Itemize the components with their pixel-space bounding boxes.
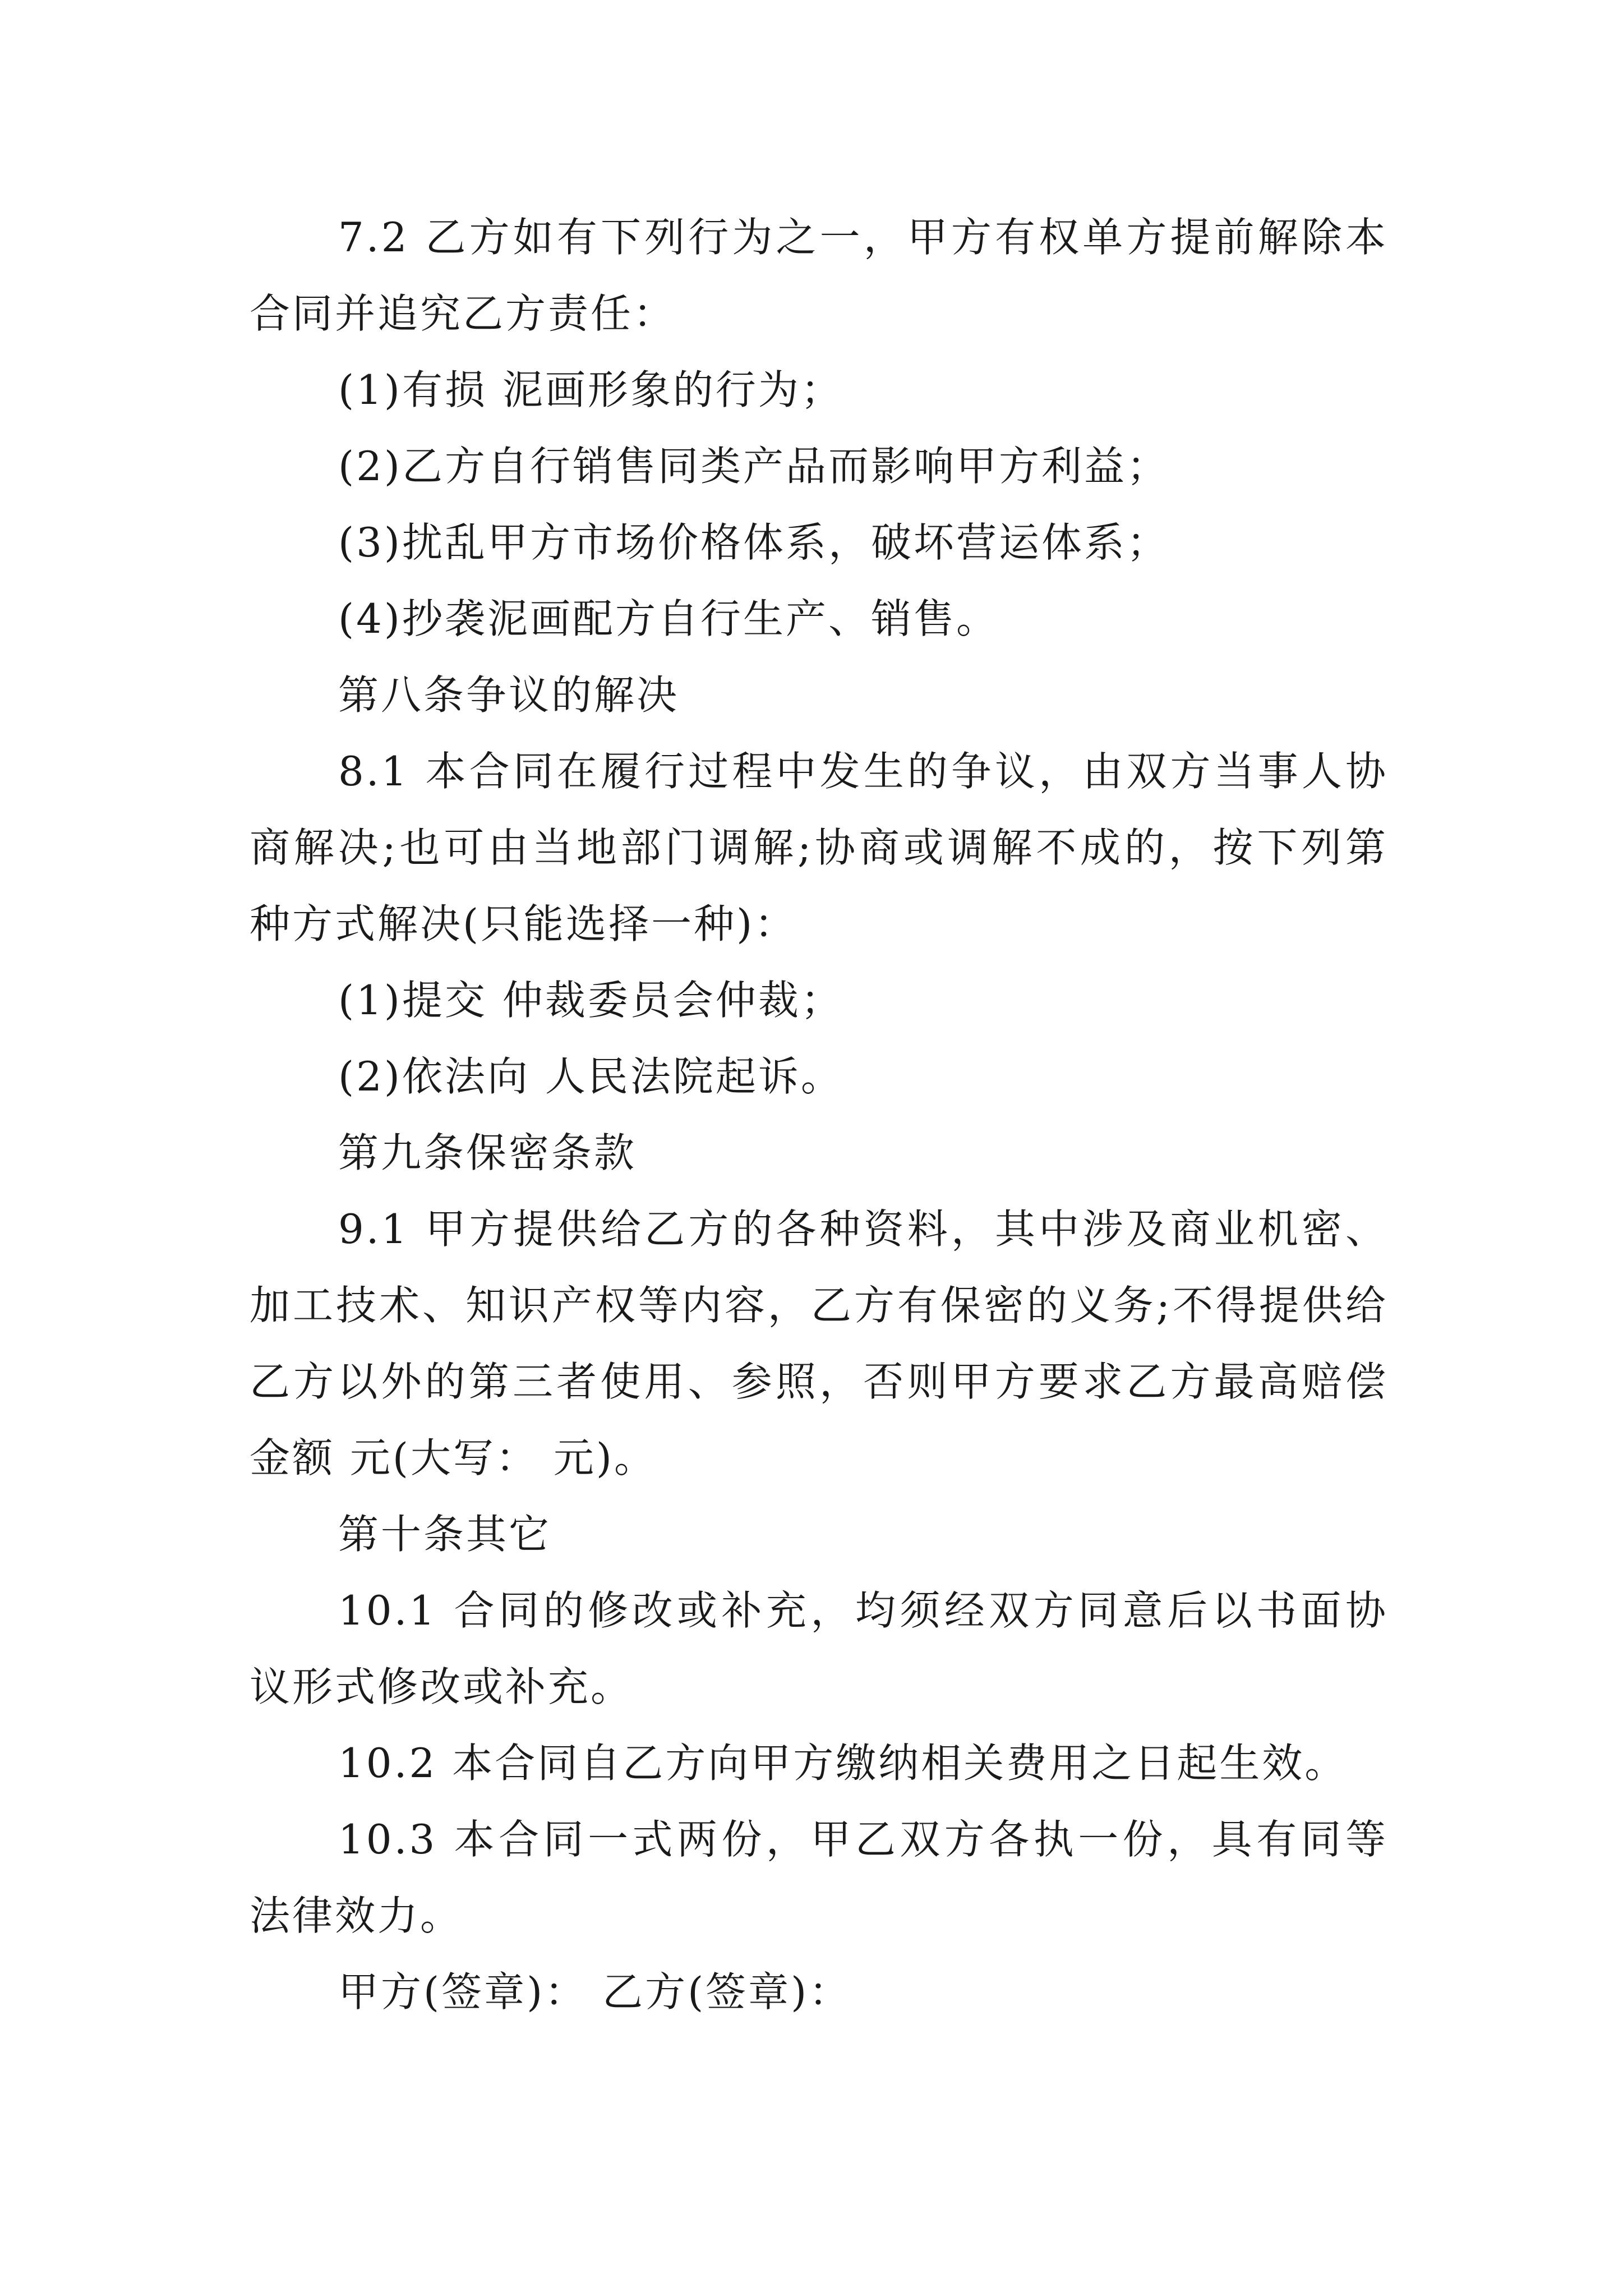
clause-7-2-item-4: (4)抄袭泥画配方自行生产、销售。	[338, 595, 999, 642]
clause-8-1-item-2: (2)依法向 人民法院起诉。	[338, 1053, 843, 1100]
clause-7-2: 7.2 乙方如有下列行为之一，甲方有权单方提前解除本合同并追究乙方责任：	[250, 214, 1388, 337]
article-9-heading: 第九条保密条款	[338, 1129, 637, 1176]
clause-10-3: 10.3 本合同一式两份，甲乙双方各执一份，具有同等法律效力。	[250, 1816, 1388, 1939]
clause-10-1: 10.1 合同的修改或补充，均须经双方同意后以书面协议形式修改或补充。	[250, 1587, 1388, 1710]
clause-9-1: 9.1 甲方提供给乙方的各种资料，其中涉及商业机密、加工技术、知识产权等内容，乙方有保密的义务;不得提供给乙方以外的第三者使用、参照，否则甲方要求乙方最高赔偿金额 元(大写： 元)。	[250, 1205, 1388, 1481]
clause-7-2-item-2: (2)乙方自行销售同类产品而影响甲方利益；	[338, 443, 1169, 490]
article-8-heading: 第八条争议的解决	[338, 671, 680, 719]
document-body	[250, 199, 1388, 2030]
signature-line: 甲方(签章)： 乙方(签章)：	[338, 1968, 852, 2016]
clause-7-2-item-3: (3)扰乱甲方市场价格体系，破坏营运体系；	[338, 519, 1169, 566]
clause-10-2: 10.2 本合同自乙方向甲方缴纳相关费用之日起生效。	[338, 1740, 1348, 1787]
clause-7-2-item-1: (1)有损 泥画形象的行为；	[338, 366, 843, 413]
article-10-heading: 第十条其它	[338, 1511, 552, 1558]
clause-8-1: 8.1 本合同在履行过程中发生的争议，由双方当事人协商解决;也可由当地部门调解;协商或调解不成的，按下列第种方式解决(只能选择一种)：	[250, 748, 1388, 947]
clause-8-1-item-1: (1)提交 仲裁委员会仲裁；	[338, 977, 843, 1024]
